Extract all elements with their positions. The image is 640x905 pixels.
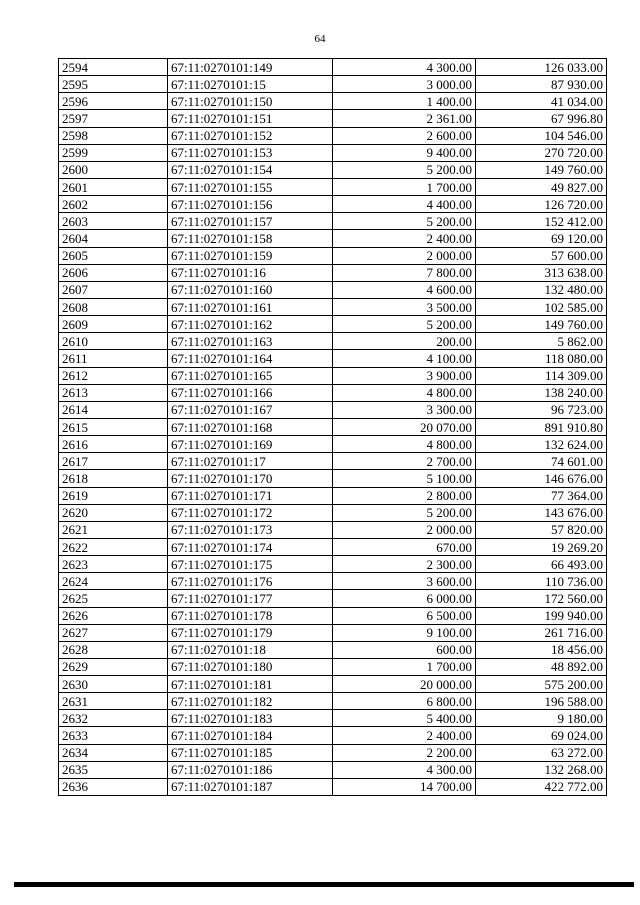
cost-value: 891 910.80 [476, 418, 607, 435]
cost-value: 87 930.00 [476, 76, 607, 93]
row-number: 2599 [59, 144, 168, 161]
cost-value: 63 272.00 [476, 744, 607, 761]
area-value: 9 400.00 [333, 144, 476, 161]
area-value: 6 000.00 [333, 590, 476, 607]
cost-value: 149 760.00 [476, 316, 607, 333]
cadastral-number: 67:11:0270101:186 [168, 761, 333, 778]
row-number: 2625 [59, 590, 168, 607]
cadastral-number: 67:11:0270101:177 [168, 590, 333, 607]
table-row [59, 59, 607, 76]
table-row [59, 470, 607, 487]
row-number: 2602 [59, 196, 168, 213]
cadastral-number: 67:11:0270101:166 [168, 384, 333, 401]
row-number: 2613 [59, 384, 168, 401]
cost-value: 69 120.00 [476, 230, 607, 247]
area-value: 4 800.00 [333, 384, 476, 401]
cost-value: 138 240.00 [476, 384, 607, 401]
row-number: 2621 [59, 521, 168, 538]
cost-value: 172 560.00 [476, 590, 607, 607]
table-row [59, 521, 607, 538]
area-value: 1 700.00 [333, 658, 476, 675]
cadastral-number: 67:11:0270101:183 [168, 710, 333, 727]
table-row [59, 778, 607, 795]
table-row [59, 213, 607, 230]
row-number: 2601 [59, 178, 168, 195]
row-number: 2605 [59, 247, 168, 264]
table-row [59, 281, 607, 298]
area-value: 2 000.00 [333, 521, 476, 538]
cadastral-number: 67:11:0270101:154 [168, 161, 333, 178]
cadastral-number: 67:11:0270101:169 [168, 436, 333, 453]
cadastral-number: 67:11:0270101:149 [168, 59, 333, 76]
cadastral-number: 67:11:0270101:159 [168, 247, 333, 264]
area-value: 4 300.00 [333, 761, 476, 778]
row-number: 2604 [59, 230, 168, 247]
area-value: 3 500.00 [333, 298, 476, 315]
cost-value: 313 638.00 [476, 264, 607, 281]
row-number: 2626 [59, 607, 168, 624]
cost-value: 67 996.80 [476, 110, 607, 127]
bottom-rule [14, 882, 634, 887]
area-value: 600.00 [333, 641, 476, 658]
table-row [59, 710, 607, 727]
cost-value: 422 772.00 [476, 778, 607, 795]
table-row [59, 641, 607, 658]
area-value: 6 500.00 [333, 607, 476, 624]
cost-value: 9 180.00 [476, 710, 607, 727]
table-row [59, 144, 607, 161]
area-value: 4 800.00 [333, 436, 476, 453]
cost-value: 57 600.00 [476, 247, 607, 264]
table-row [59, 538, 607, 555]
table-row [59, 384, 607, 401]
cadastral-number: 67:11:0270101:163 [168, 333, 333, 350]
area-value: 670.00 [333, 538, 476, 555]
cost-value: 270 720.00 [476, 144, 607, 161]
row-number: 2623 [59, 556, 168, 573]
table-row [59, 436, 607, 453]
area-value: 2 700.00 [333, 453, 476, 470]
row-number: 2608 [59, 298, 168, 315]
cost-value: 261 716.00 [476, 624, 607, 641]
table-row [59, 418, 607, 435]
cadastral-number: 67:11:0270101:158 [168, 230, 333, 247]
cost-value: 114 309.00 [476, 367, 607, 384]
cost-value: 5 862.00 [476, 333, 607, 350]
row-number: 2600 [59, 161, 168, 178]
row-number: 2627 [59, 624, 168, 641]
cadastral-number: 67:11:0270101:152 [168, 127, 333, 144]
cadastral-number: 67:11:0270101:151 [168, 110, 333, 127]
row-number: 2595 [59, 76, 168, 93]
area-value: 2 200.00 [333, 744, 476, 761]
row-number: 2609 [59, 316, 168, 333]
cadastral-number: 67:11:0270101:174 [168, 538, 333, 555]
area-value: 5 200.00 [333, 161, 476, 178]
table-row [59, 624, 607, 641]
row-number: 2596 [59, 93, 168, 110]
area-value: 2 000.00 [333, 247, 476, 264]
cost-value: 118 080.00 [476, 350, 607, 367]
cost-value: 143 676.00 [476, 504, 607, 521]
cadastral-number: 67:11:0270101:168 [168, 418, 333, 435]
cost-value: 575 200.00 [476, 676, 607, 693]
area-value: 9 100.00 [333, 624, 476, 641]
cost-value: 96 723.00 [476, 401, 607, 418]
cost-value: 18 456.00 [476, 641, 607, 658]
cadastral-number: 67:11:0270101:162 [168, 316, 333, 333]
cadastral-number: 67:11:0270101:185 [168, 744, 333, 761]
table-row [59, 453, 607, 470]
table-row [59, 573, 607, 590]
page-number: 64 [314, 33, 326, 45]
table-row [59, 247, 607, 264]
cost-value: 149 760.00 [476, 161, 607, 178]
table-row [59, 161, 607, 178]
row-number: 2632 [59, 710, 168, 727]
row-number: 2597 [59, 110, 168, 127]
row-number: 2611 [59, 350, 168, 367]
row-number: 2612 [59, 367, 168, 384]
row-number: 2607 [59, 281, 168, 298]
cadastral-number: 67:11:0270101:18 [168, 641, 333, 658]
cadastral-number: 67:11:0270101:156 [168, 196, 333, 213]
cadastral-number: 67:11:0270101:179 [168, 624, 333, 641]
cost-value: 146 676.00 [476, 470, 607, 487]
cadastral-number: 67:11:0270101:182 [168, 693, 333, 710]
area-value: 4 400.00 [333, 196, 476, 213]
cost-value: 132 268.00 [476, 761, 607, 778]
row-number: 2610 [59, 333, 168, 350]
area-value: 3 000.00 [333, 76, 476, 93]
area-value: 5 200.00 [333, 504, 476, 521]
table-row [59, 744, 607, 761]
area-value: 5 100.00 [333, 470, 476, 487]
row-number: 2622 [59, 538, 168, 555]
cadastral-number: 67:11:0270101:187 [168, 778, 333, 795]
row-number: 2619 [59, 487, 168, 504]
area-value: 4 300.00 [333, 59, 476, 76]
cost-value: 74 601.00 [476, 453, 607, 470]
table-row [59, 196, 607, 213]
cadastral-number: 67:11:0270101:161 [168, 298, 333, 315]
table-row [59, 127, 607, 144]
table-row [59, 504, 607, 521]
table-row [59, 556, 607, 573]
area-value: 2 300.00 [333, 556, 476, 573]
cadastral-number: 67:11:0270101:184 [168, 727, 333, 744]
cadastral-number: 67:11:0270101:171 [168, 487, 333, 504]
table-row [59, 93, 607, 110]
cost-value: 126 033.00 [476, 59, 607, 76]
cost-value: 19 269.20 [476, 538, 607, 555]
cost-value: 104 546.00 [476, 127, 607, 144]
cost-value: 132 624.00 [476, 436, 607, 453]
cadastral-number: 67:11:0270101:16 [168, 264, 333, 281]
area-value: 14 700.00 [333, 778, 476, 795]
cadastral-number: 67:11:0270101:175 [168, 556, 333, 573]
cost-value: 102 585.00 [476, 298, 607, 315]
cost-value: 77 364.00 [476, 487, 607, 504]
table-row [59, 76, 607, 93]
row-number: 2616 [59, 436, 168, 453]
table-row [59, 727, 607, 744]
cadastral-number: 67:11:0270101:170 [168, 470, 333, 487]
cadastral-number: 67:11:0270101:178 [168, 607, 333, 624]
row-number: 2614 [59, 401, 168, 418]
cadastral-number: 67:11:0270101:165 [168, 367, 333, 384]
cadastral-number: 67:11:0270101:172 [168, 504, 333, 521]
area-value: 6 800.00 [333, 693, 476, 710]
table-body [59, 59, 607, 796]
row-number: 2636 [59, 778, 168, 795]
table-row [59, 658, 607, 675]
row-number: 2603 [59, 213, 168, 230]
cost-value: 49 827.00 [476, 178, 607, 195]
row-number: 2617 [59, 453, 168, 470]
row-number: 2620 [59, 504, 168, 521]
cadastral-number: 67:11:0270101:155 [168, 178, 333, 195]
cadastral-number: 67:11:0270101:15 [168, 76, 333, 93]
row-number: 2606 [59, 264, 168, 281]
area-value: 20 000.00 [333, 676, 476, 693]
area-value: 1 700.00 [333, 178, 476, 195]
cadastral-number: 67:11:0270101:173 [168, 521, 333, 538]
table-row [59, 487, 607, 504]
table-row [59, 693, 607, 710]
table-row [59, 590, 607, 607]
row-number: 2615 [59, 418, 168, 435]
table-row [59, 401, 607, 418]
area-value: 7 800.00 [333, 264, 476, 281]
cadastral-number: 67:11:0270101:167 [168, 401, 333, 418]
row-number: 2630 [59, 676, 168, 693]
row-number: 2631 [59, 693, 168, 710]
area-value: 2 400.00 [333, 727, 476, 744]
area-value: 20 070.00 [333, 418, 476, 435]
area-value: 2 361.00 [333, 110, 476, 127]
area-value: 2 800.00 [333, 487, 476, 504]
cost-value: 110 736.00 [476, 573, 607, 590]
cost-value: 57 820.00 [476, 521, 607, 538]
table-row [59, 676, 607, 693]
cadastral-number: 67:11:0270101:160 [168, 281, 333, 298]
cost-value: 199 940.00 [476, 607, 607, 624]
area-value: 4 100.00 [333, 350, 476, 367]
cadastral-number: 67:11:0270101:180 [168, 658, 333, 675]
cost-value: 126 720.00 [476, 196, 607, 213]
row-number: 2633 [59, 727, 168, 744]
area-value: 200.00 [333, 333, 476, 350]
table-row [59, 230, 607, 247]
area-value: 5 400.00 [333, 710, 476, 727]
area-value: 3 900.00 [333, 367, 476, 384]
area-value: 4 600.00 [333, 281, 476, 298]
cost-value: 41 034.00 [476, 93, 607, 110]
cost-value: 196 588.00 [476, 693, 607, 710]
row-number: 2624 [59, 573, 168, 590]
table-row [59, 333, 607, 350]
row-number: 2635 [59, 761, 168, 778]
table-row [59, 264, 607, 281]
cadastral-number: 67:11:0270101:150 [168, 93, 333, 110]
area-value: 3 600.00 [333, 573, 476, 590]
area-value: 1 400.00 [333, 93, 476, 110]
cadastral-number: 67:11:0270101:176 [168, 573, 333, 590]
cost-value: 152 412.00 [476, 213, 607, 230]
cadastral-number: 67:11:0270101:157 [168, 213, 333, 230]
table-row [59, 316, 607, 333]
table-row [59, 110, 607, 127]
row-number: 2629 [59, 658, 168, 675]
cost-value: 69 024.00 [476, 727, 607, 744]
table-row [59, 178, 607, 195]
cadastral-number: 67:11:0270101:153 [168, 144, 333, 161]
area-value: 2 400.00 [333, 230, 476, 247]
area-value: 3 300.00 [333, 401, 476, 418]
row-number: 2598 [59, 127, 168, 144]
cost-value: 48 892.00 [476, 658, 607, 675]
cadastral-number: 67:11:0270101:17 [168, 453, 333, 470]
area-value: 5 200.00 [333, 213, 476, 230]
cost-value: 132 480.00 [476, 281, 607, 298]
cadastral-number: 67:11:0270101:164 [168, 350, 333, 367]
table-row [59, 607, 607, 624]
area-value: 2 600.00 [333, 127, 476, 144]
cost-value: 66 493.00 [476, 556, 607, 573]
cadastral-table [58, 58, 607, 796]
table-row [59, 761, 607, 778]
table-row [59, 367, 607, 384]
table-row [59, 350, 607, 367]
area-value: 5 200.00 [333, 316, 476, 333]
row-number: 2628 [59, 641, 168, 658]
row-number: 2618 [59, 470, 168, 487]
cadastral-number: 67:11:0270101:181 [168, 676, 333, 693]
row-number: 2634 [59, 744, 168, 761]
table-row [59, 298, 607, 315]
row-number: 2594 [59, 59, 168, 76]
